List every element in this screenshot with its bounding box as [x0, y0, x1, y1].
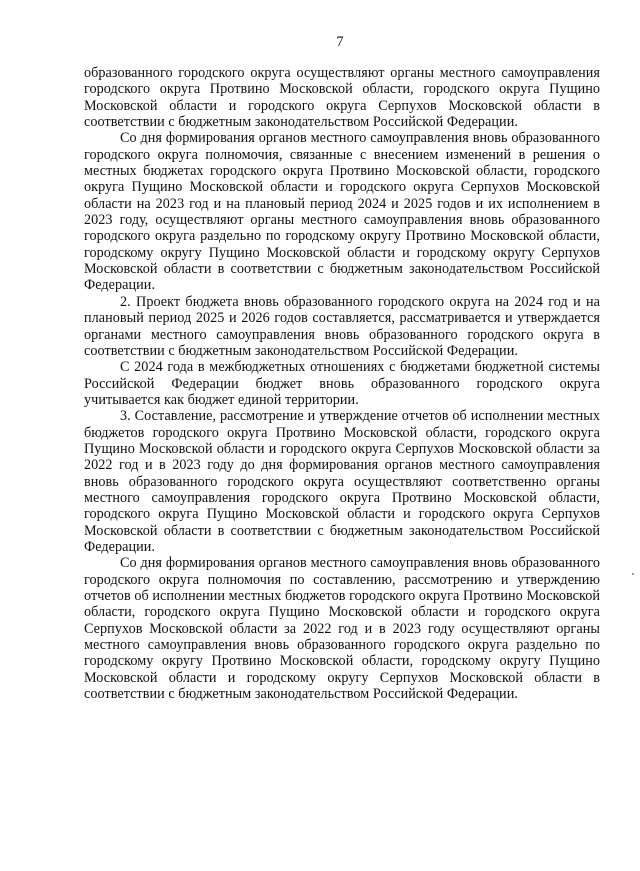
paragraph-continuation: образованного городского округа осуществляют органы местного самоуправления городского округа Протвино Московской области, городского округа Пущино Московской области и городского округа Серпухов Московской области в соответствии с бюджетным законодательством Российской Федерации.	[84, 65, 600, 131]
paragraph-interbudget-relations: С 2024 года в межбюджетных отношениях с бюджетами бюджетной системы Российской Федерации бюджет вновь образованного городского округа учитывается как бюджет единой территории.	[84, 359, 600, 408]
document-body	[84, 65, 600, 702]
paragraph-item-3: 3. Составление, рассмотрение и утверждение отчетов об исполнении местных бюджетов городского округа Протвино Московской области, городского округа Пущино Московской области и городского округа Серпухов Московской области за 2022 год и в 2023 году до дня формирования органов местного самоуправления вновь образованного городского округа осуществляют соответственно органы местного самоуправления городского округа Протвино Московской области, городского округа Пущино Московской области и городского округа Серпухов Московской области в соответствии с бюджетным законодательством Российской Федерации.	[84, 408, 600, 555]
paragraph-report-powers: Со дня формирования органов местного самоуправления вновь образованного городского округа полномочия по составлению, рассмотрению и утверждению отчетов об исполнении местных бюджетов городского округа Протвино Московской области, городского округа Пущино Московской области и городского округа Серпухов Московской области за 2022 год и в 2023 году осуществляют органы местного самоуправления вновь образованного городского округа раздельно по городскому округу Протвино Московской области, городскому округу Пущино Московской области и городскому округу Серпухов Московской области в соответствии с бюджетным законодательством Российской Федерации.	[84, 555, 600, 703]
paragraph-item-2: 2. Проект бюджета вновь образованного городского округа на 2024 год и на плановый период 2025 и 2026 годов составляется, рассматривается и утверждается органами местного самоуправления вновь образованного городского округа в соответствии с бюджетным законодательством Российской Федерации.	[84, 293, 600, 359]
paragraph-budget-changes: Со дня формирования органов местного самоуправления вновь образованного городского округа полномочия, связанные с внесением изменений в решения о местных бюджетах городского округа Протвино Московской области, городского округа Пущино Московской области и городского округа Серпухов Московской области на 2023 год и на плановый период 2024 и 2025 годов и их исполнением в 2023 году, осуществляют органы местного самоуправления вновь образованного городского округа раздельно по городскому округу Протвино Московской области, городскому округу Пущино Московской области и городскому округу Серпухов Московской области в соответствии с бюджетным законодательством Российской Федерации.	[84, 130, 600, 294]
scan-speck	[632, 573, 634, 575]
page-number: 7	[336, 34, 344, 50]
